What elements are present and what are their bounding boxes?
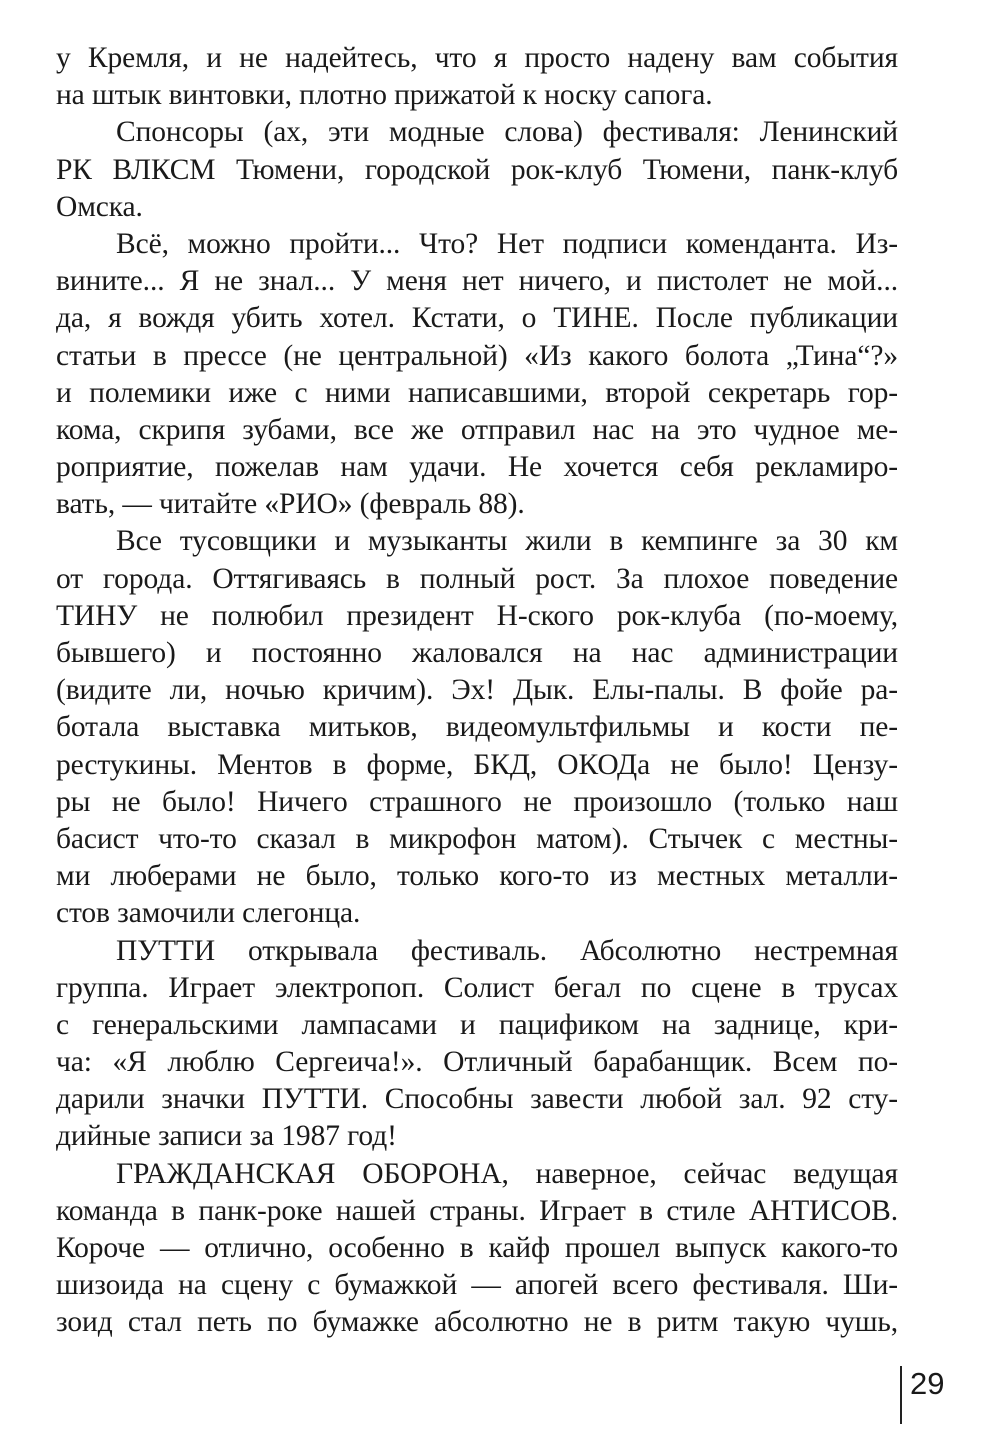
text-line: басист что-то сказал в микрофон матом). Стычек с местны- bbox=[56, 822, 898, 855]
folio-rule bbox=[900, 1366, 902, 1424]
text-line: Короче — отлично, особенно в кайф прошел выпуск какого-то bbox=[56, 1232, 898, 1264]
text-line: команда в панк-роке нашей страны. Играет в стиле АНТИСОВ. bbox=[56, 1194, 898, 1227]
text-line: ча: «Я люблю Сергеича!». Отличный барабанщик. Всем по- bbox=[56, 1046, 898, 1079]
text-line: вать, — читайте «РИО» (февраль 88). bbox=[56, 488, 525, 521]
text-line: бывшего) и постоянно жаловался на нас администрации bbox=[56, 637, 898, 669]
text-line: Спонсоры (ах, эти модные слова) фестиваля: Ленинский bbox=[116, 116, 898, 149]
text-line: ГРАЖДАНСКАЯ ОБОРОНА, наверное, сейчас ведущая bbox=[116, 1157, 898, 1190]
text-line: ПУТТИ открывала фестиваль. Абсолютно нестремная bbox=[116, 934, 898, 967]
text-line: кома, скрипя зубами, все же отправил нас на это чудное ме- bbox=[56, 413, 898, 446]
book-page-text bbox=[56, 40, 898, 1342]
text-line: да, я вождя убить хотел. Кстати, о ТИНЕ. После публикации bbox=[56, 302, 898, 335]
text-line: дийные записи за 1987 год! bbox=[56, 1120, 397, 1153]
text-line: рестукины. Ментов в форме, БКД, ОКОДа не было! Цензу- bbox=[56, 748, 898, 781]
text-line: ботала выставка митьков, видеомультфильмы и кости пе- bbox=[56, 711, 898, 744]
text-line: статьи в прессе (не центральной) «Из какого болота „Тина“?» bbox=[56, 339, 898, 372]
text-line: ТИНУ не полюбил президент Н-ского рок-клуба (по-моему, bbox=[56, 599, 898, 632]
text-line: РК ВЛКСМ Тюмени, городской рок-клуб Тюмени, панк-клуб bbox=[56, 153, 898, 186]
text-line: дарили значки ПУТТИ. Способны завести любой зал. 92 сту- bbox=[56, 1083, 898, 1116]
text-line: Всё, можно пройти... Что? Нет подписи коменданта. Из- bbox=[116, 227, 898, 260]
text-line: от города. Оттягиваясь в полный рост. За плохое поведение bbox=[56, 562, 898, 595]
text-line: и полемики иже с ними написавшими, второй секретарь гор- bbox=[56, 376, 898, 409]
text-line: роприятие, пожелав нам удачи. Не хочется себя рекламиро- bbox=[56, 451, 898, 484]
text-line: Омска. bbox=[56, 190, 143, 223]
text-line: шизоида на сцену с бумажкой — апогей всего фестиваля. Ши- bbox=[56, 1269, 898, 1302]
text-line: (видите ли, ночью кричим). Эх! Дык. Елы-палы. В фойе ра- bbox=[56, 674, 898, 707]
text-line: с генеральскими лампасами и пацификом на заднице, кри- bbox=[56, 1008, 898, 1041]
text-line: зоид стал петь по бумажке абсолютно не в ритм такую чушь, bbox=[56, 1306, 898, 1339]
text-line: ми люберами не было, только кого-то из местных металли- bbox=[56, 860, 898, 893]
text-line: Все тусовщики и музыканты жили в кемпинге за 30 км bbox=[116, 525, 898, 558]
text-line: ры не было! Ничего страшного не произошло (только наш bbox=[56, 785, 898, 818]
text-line: группа. Играет электропоп. Солист бегал по сцене в трусах bbox=[56, 971, 898, 1004]
text-line: вините... Я не знал... У меня нет ничего, и пистолет не мой... bbox=[56, 265, 898, 298]
text-line: на штык винтовки, плотно прижатой к носку сапога. bbox=[56, 79, 713, 112]
page-number: 29 bbox=[910, 1366, 945, 1401]
text-line: стов замочили слегонца. bbox=[56, 897, 361, 930]
text-line: у Кремля, и не надейтесь, что я просто надену вам события bbox=[56, 42, 898, 74]
